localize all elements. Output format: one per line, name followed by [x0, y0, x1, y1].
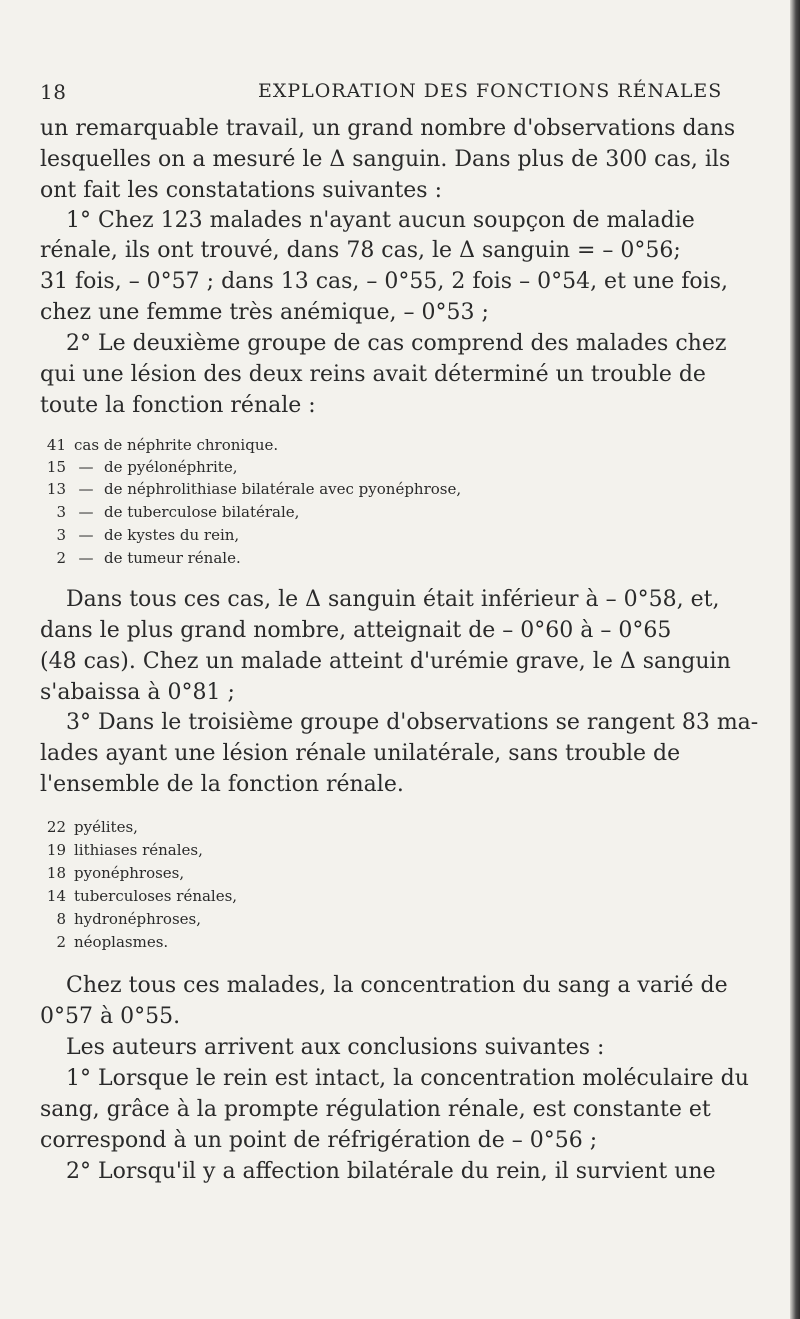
text-line: 2° Le deuxième groupe de cas comprend des malades chez: [66, 331, 727, 356]
list-item: 19 lithiases rénales,: [46, 841, 203, 859]
text-line: 2° Lorsqu'il y a affection bilatérale du rein, il survient une: [66, 1159, 716, 1184]
page-edge-shadow: [790, 0, 800, 1319]
running-title: EXPLORATION DES FONCTIONS RÉNALES: [258, 80, 723, 102]
text-line: toute la fonction rénale :: [40, 393, 316, 418]
text-line: ont fait les constatations suivantes :: [40, 178, 442, 203]
page-header: [40, 80, 760, 110]
text-line: lesquelles on a mesuré le Δ sanguin. Dans plus de 300 cas, ils: [40, 147, 731, 172]
list-item: 2 — de tumeur rénale.: [56, 549, 241, 567]
list-item: 15 — de pyélonéphrite,: [46, 458, 238, 476]
list-item: 41 cas de néphrite chronique.: [46, 436, 279, 454]
text-line: 31 fois, – 0°57 ; dans 13 cas, – 0°55, 2 fois – 0°54, et une fois,: [40, 269, 728, 294]
text-line: 1° Lorsque le rein est intact, la concentration moléculaire du: [66, 1066, 749, 1091]
list-item: 3 — de tuberculose bilatérale,: [56, 503, 300, 521]
text-line: 1° Chez 123 malades n'ayant aucun soupçon de maladie: [66, 208, 695, 233]
text-line: Les auteurs arrivent aux conclusions suivantes :: [66, 1035, 605, 1060]
list-item: 14 tuberculoses rénales,: [46, 887, 238, 905]
text-line: 0°57 à 0°55.: [40, 1004, 181, 1029]
text-line: s'abaissa à 0°81 ;: [40, 680, 235, 705]
text-line: lades ayant une lésion rénale unilatérale, sans trouble de: [40, 741, 681, 766]
text-line: qui une lésion des deux reins avait déterminé un trouble de: [40, 362, 706, 387]
list-item: 2 néoplasmes.: [56, 933, 169, 951]
text-line: correspond à un point de réfrigération de – 0°56 ;: [40, 1128, 598, 1153]
list-item: 22 pyélites,: [46, 818, 138, 836]
text-line: 3° Dans le troisième groupe d'observations se rangent 83 ma-: [66, 710, 759, 735]
text-line: dans le plus grand nombre, atteignait de – 0°60 à – 0°65: [40, 618, 672, 643]
text-line: sang, grâce à la prompte régulation rénale, est constante et: [40, 1097, 711, 1122]
text-line: l'ensemble de la fonction rénale.: [40, 772, 404, 797]
list-item: 3 — de kystes du rein,: [56, 526, 240, 544]
text-line: Chez tous ces malades, la concentration du sang a varié de: [66, 973, 728, 998]
text-line: (48 cas). Chez un malade atteint d'urémie grave, le Δ sanguin: [40, 649, 731, 674]
text-line: un remarquable travail, un grand nombre d'observations dans: [40, 116, 736, 141]
list-item: 13 — de néphrolithiase bilatérale avec pyonéphrose,: [46, 480, 462, 498]
page-number: 18: [40, 80, 67, 104]
text-line: rénale, ils ont trouvé, dans 78 cas, le Δ sanguin = – 0°56;: [40, 238, 681, 263]
list-item: 8 hydronéphroses,: [56, 910, 201, 928]
list-item: 18 pyonéphroses,: [46, 864, 185, 882]
text-line: Dans tous ces cas, le Δ sanguin était inférieur à – 0°58, et,: [66, 587, 720, 612]
text-line: chez une femme très anémique, – 0°53 ;: [40, 300, 489, 325]
